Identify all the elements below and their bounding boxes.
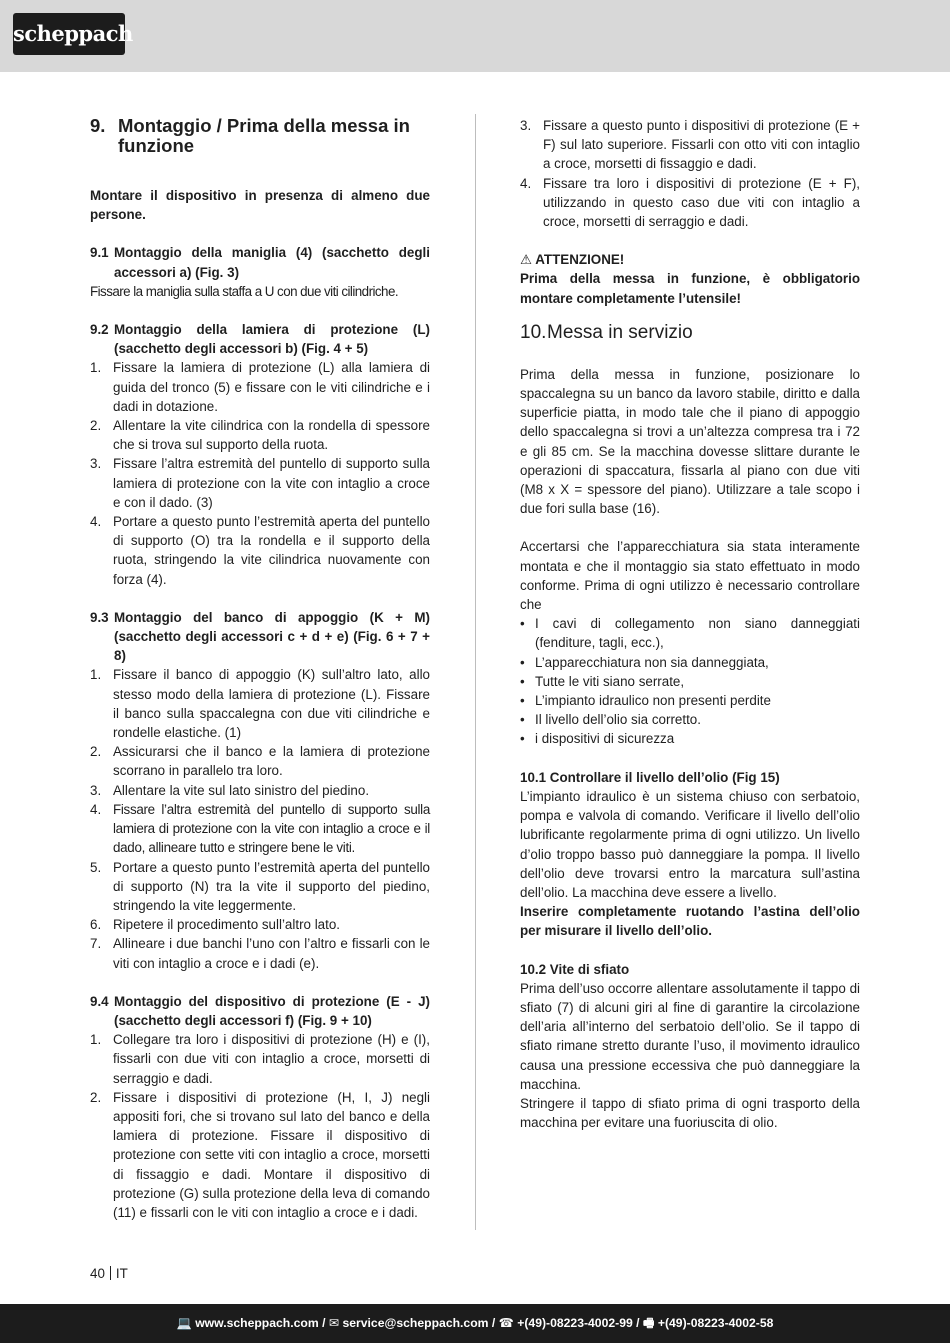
section-10-paragraph-2: Accertarsi che l’apparecchiatura sia stata interamente montata e che il montaggio sia stato effettuato in modo conforme. Prima di ogni utilizzo è necessario controllare che bbox=[520, 539, 860, 613]
column-divider bbox=[475, 114, 476, 1230]
phone-icon: ☎ bbox=[498, 1316, 514, 1330]
list-item: 1. Fissare il banco di appoggio (K) sull’altro lato, allo stesso modo della lamiera di protezione (L). Fissare il banco sulla spaccalegna con due viti cilindriche e rondelle elastiche. (1) bbox=[90, 667, 430, 741]
page-number: 40 IT bbox=[90, 1266, 128, 1281]
list-item: • i dispositivi di sicurezza bbox=[520, 731, 675, 747]
footer-fax: +(49)-08223-4002-58 bbox=[657, 1316, 774, 1330]
section-10-paragraph-1: Prima della messa in funzione, posizionare lo spaccalegna su un banco da lavoro stabile, diritto e dalla superficie piatta, in modo tale che il piano di appoggio dello spaccalegna si trovi a un’altezza compresa tra i 72 e gli 85 cm. Se la macchina dovesse slittare durante le operazioni di spaccatura, fissarla al piano con due viti (M8 x X = spessore del piano). Utilizzare a tale scopo i due fori sulla base (16). bbox=[520, 366, 860, 517]
subsection-9-1-text: Fissare la maniglia sulla staffa a U con due viti cilindriche. bbox=[90, 283, 399, 299]
subsection-9-3-title: 9.3 Montaggio del banco di appoggio (K + M) (sacchetto degli accessori c + d + e) (Fig. 6 + 7 + 8) bbox=[90, 609, 430, 664]
page-header bbox=[0, 0, 950, 72]
list-item: 6. Ripetere il procedimento sull’altro lato. bbox=[90, 917, 341, 933]
list-item: • L’impianto idraulico non presenti perdite bbox=[520, 693, 771, 709]
subsection-9-3-list bbox=[90, 665, 430, 972]
list-item: 4. Fissare tra loro i dispositivi di protezione (E + F), utilizzando in questo caso due viti con intaglio a croce, morsetti di serraggio e dadi. bbox=[520, 175, 860, 230]
subsection-9-1-title: 9.1 Montaggio della maniglia (4) (sacchetto degli accessori a) (Fig. 3) bbox=[90, 245, 430, 280]
subsection-10-1-title: 10.1 Controllare il livello dell’olio (Fig 15) bbox=[520, 769, 780, 785]
page-number-separator bbox=[110, 1266, 111, 1280]
subsection-9-2-list bbox=[90, 358, 430, 588]
list-item: 1. Collegare tra loro i dispositivi di protezione (H) e (I), fissarli con due viti con intaglio a croce, morsetti di serraggio e dadi. bbox=[90, 1032, 430, 1086]
list-item: 7. Allineare i due banchi l’uno con l’altro e fissarli con le viti con intaglio a croce e i dadi (e). bbox=[90, 936, 430, 971]
list-item: • Il livello dell’olio sia corretto. bbox=[520, 712, 701, 728]
intro-text: Montare il dispositivo in presenza di almeno due persone. bbox=[90, 188, 430, 223]
list-item: 5. Portare a questo punto l’estremità aperta del puntello di supporto (N) tra la vite il supporto del piedino, stringendo la vite leggermente. bbox=[90, 859, 430, 913]
checklist bbox=[520, 614, 860, 748]
list-item: 2. Allentare la vite cilindrica con la rondella di spessore che si trova sul supporto della ruota. bbox=[90, 418, 430, 453]
footer-website: www.scheppach.com / bbox=[195, 1316, 326, 1330]
mail-icon: ✉ bbox=[328, 1316, 340, 1330]
right-column bbox=[520, 116, 860, 1132]
subsection-9-4-list-continued bbox=[520, 116, 860, 231]
list-item: • L’apparecchiatura non sia danneggiata, bbox=[520, 654, 769, 670]
list-item: 4. Portare a questo punto l’estremità aperta del puntello di supporto (O) tra la rondella e il supporto della ruota, stringendo la vite cilindrica nuovamente con forza (4). bbox=[90, 514, 430, 587]
section-9-title: 9. Montaggio / Prima della messa in funzione bbox=[90, 115, 410, 156]
list-item: 2. Fissare i dispositivi di protezione (H, I, J) negli appositi fori, che si trovano sul lato del banco e della lamiera di protezione. Fissare il dispositivo di protezione con sette viti con intaglio a croce, morsetti di fissaggio e dadi. Montare il dispositivo di protezione (G) sulla protezione della leva di comando (11) e fissarli con le viti con intaglio a croce e i dadi. bbox=[90, 1089, 430, 1220]
warning-icon: ⚠ bbox=[520, 252, 533, 268]
list-item: 1. Fissare la lamiera di protezione (L) alla lamiera di guida del tronco (5) e fissare con le viti cilindriche e i dadi in dotazione. bbox=[90, 360, 430, 414]
subsection-10-2-text-1: Prima dell’uso occorre allentare assolutamente il tappo di sfiato (7) di alcuni giri al fine di garantire la circolazione dell’aria all’interno del serbatoio dell’olio. Se il tappo di sfiato rimane stretto durante l’uso, il movimento idraulico causa una pressione eccessiva che può danneggiare la macchina. bbox=[520, 980, 860, 1092]
brand-logo: scheppach bbox=[13, 13, 125, 55]
subsection-10-2-text-2: Stringere il tappo di sfiato prima di ogni trasporto della macchina per evitare una fuoriuscita di olio. bbox=[520, 1095, 860, 1131]
subsection-10-2-title: 10.2 Vite di sfiato bbox=[520, 961, 630, 977]
subsection-10-1-text: L’impianto idraulico è un sistema chiuso con serbatoio, pompa e valvola di comando. Verificare il livello dell’olio lubrificante regolarmente prima di ogni utilizzo. Un livello d’olio troppo basso può danneggiare la pompa. Il livello dell’olio deve trovarsi entro la marcatura sull’astina dell’olio. La macchina deve essere a livello. bbox=[520, 788, 860, 900]
subsection-9-2-title: 9.2 Montaggio della lamiera di protezione (L) (sacchetto degli accessori b) (Fig. 4 + 5) bbox=[90, 322, 430, 357]
warning-text: Prima della messa in funzione, è obbligatorio montare completamente l’utensile! bbox=[520, 271, 860, 306]
list-item: 3. Fissare l’altra estremità del puntello di supporto sulla lamiera di protezione con la vite con intaglio a croce e con il dado. (3) bbox=[90, 456, 430, 510]
list-item: 3. Allentare la vite sul lato sinistro del piedino. bbox=[90, 782, 370, 798]
computer-icon: 💻 bbox=[176, 1316, 192, 1330]
footer-phone: +(49)-08223-4002-99 / bbox=[517, 1316, 640, 1330]
subsection-9-4-list bbox=[90, 1030, 430, 1222]
warning-heading: ⚠ ATTENZIONE! bbox=[520, 252, 625, 268]
subsection-10-1-bold: Inserire completamente ruotando l’astina dell’olio per misurare il livello dell’olio. bbox=[520, 904, 860, 939]
section-10-title: 10. Messa in servizio bbox=[520, 321, 693, 343]
footer-email: service@scheppach.com / bbox=[342, 1316, 496, 1330]
list-item: 2. Assicurarsi che il banco e la lamiera di protezione scorrano in parallelo tra loro. bbox=[90, 744, 430, 779]
left-column bbox=[90, 116, 430, 1222]
page-footer bbox=[0, 1304, 950, 1343]
subsection-9-4-title: 9.4 Montaggio del dispositivo di protezione (E - J) (sacchetto degli accessori f) (Fig. 9 + 10) bbox=[90, 993, 430, 1028]
list-item: • I cavi di collegamento non siano danneggiati (fenditure, tagli, ecc.), bbox=[520, 616, 860, 651]
list-item: • Tutte le viti siano serrate, bbox=[520, 673, 685, 689]
list-item: 4. Fissare l’altra estremità del puntello di supporto sulla lamiera di protezione con la vite con intaglio a croce e il dado, allineare tutto e stringere bene le viti. bbox=[90, 801, 430, 856]
fax-icon: 🖷 bbox=[642, 1316, 655, 1330]
list-item: 3. Fissare a questo punto i dispositivi di protezione (E + F) sul lato superiore. Fissarli con otto viti con intaglio a croce, morsetti di fissaggio e dadi. bbox=[520, 118, 860, 172]
